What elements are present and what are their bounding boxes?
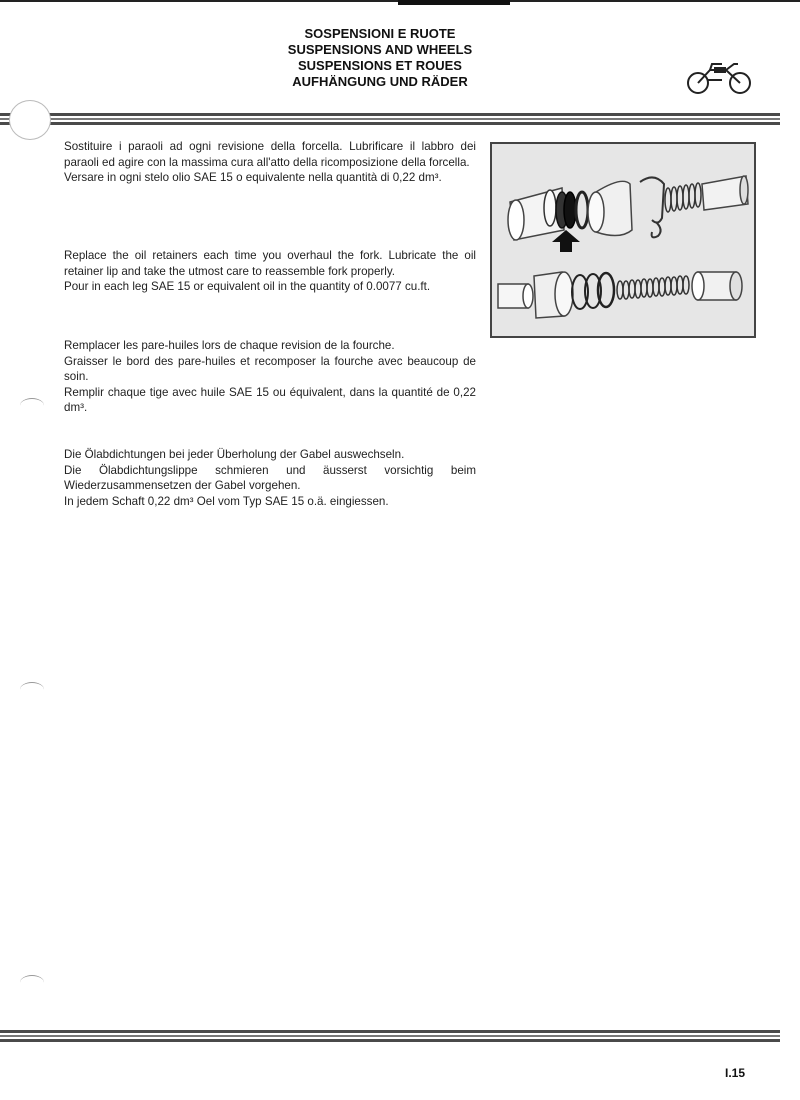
text-line: Remplacer les pare-huiles lors de chaque revision de la fourche.	[64, 339, 395, 352]
binder-hole-mark	[20, 682, 44, 697]
top-edge-mark	[398, 0, 510, 5]
title-french: SUSPENSIONS ET ROUES	[298, 58, 462, 73]
fork-components-illustration	[492, 144, 754, 336]
text-line: In jedem Schaft 0,22 dm³ Oel vom Typ SAE 15 o.ä. eingiessen.	[64, 494, 389, 508]
binder-hole-mark	[20, 398, 44, 413]
paragraph-italian	[64, 139, 476, 186]
paragraph-german	[64, 447, 476, 509]
binder-hole	[9, 100, 51, 140]
text-line: Graisser le bord des pare-huiles et recomposer la fourche avec beaucoup de soin.	[64, 354, 476, 383]
binder-hole-mark	[20, 975, 44, 990]
text-line: Pour in each leg SAE 15 or equivalent oil in the quantity of 0.0077 cu.ft.	[64, 280, 431, 293]
text-line: Die Ölabdichtungslippe schmieren und äusserst vorsichtig beim Wiederzusammensetzen der Gabel vorgehen.	[64, 463, 476, 492]
footer-rule-band	[0, 1030, 780, 1044]
header-rule-band	[0, 113, 780, 127]
section-titles	[230, 26, 530, 90]
title-german: AUFHÄNGUNG UND RÄDER	[292, 74, 468, 89]
text-line: Replace the oil retainers each time you overhaul the fork. Lubricate the oil retainer lip and take the utmost care to reassemble fork properly.	[64, 249, 476, 278]
paragraph-english	[64, 248, 476, 295]
text-line: Sostituire i paraoli ad ogni revisione della forcella. Lubrificare il labbro dei paraoli ed agire con la massima cura all'atto della ricomposizione della forcella.	[64, 140, 476, 169]
text-line: Versare in ogni stelo olio SAE 15 o equivalente nella quantità di 0,22 dm³.	[64, 171, 442, 184]
text-line: Die Ölabdichtungen bei jeder Überholung der Gabel auswechseln.	[64, 448, 405, 461]
title-italian: SOSPENSIONI E RUOTE	[304, 26, 456, 41]
fork-components-photo	[490, 142, 756, 338]
motorcycle-icon	[682, 58, 756, 96]
text-line: Remplir chaque tige avec huile SAE 15 ou équivalent, dans la quantité de 0,22 dm³.	[64, 385, 476, 414]
title-english: SUSPENSIONS AND WHEELS	[287, 42, 473, 57]
page-number: I.15	[725, 1066, 746, 1080]
paragraph-french	[64, 338, 476, 416]
